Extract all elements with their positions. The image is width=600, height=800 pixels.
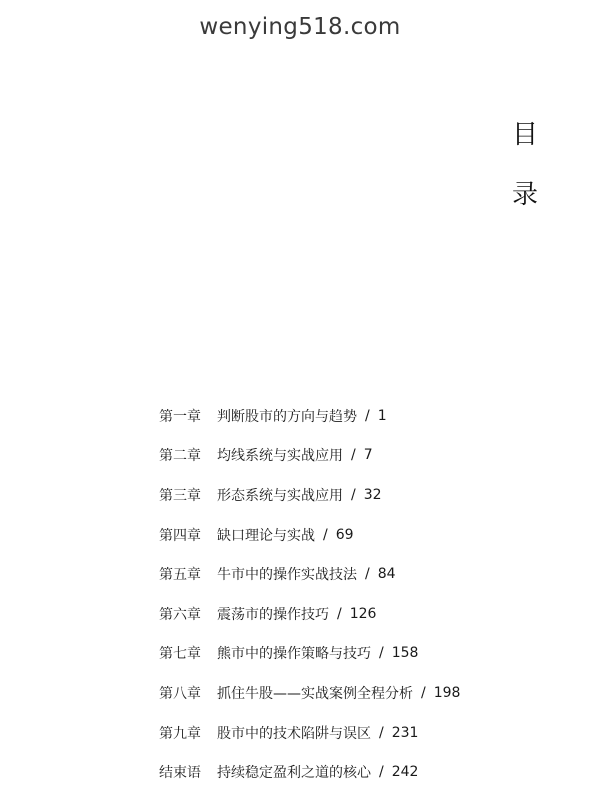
toc-chapter-label: 第二章 — [159, 448, 201, 465]
toc-separator: / — [365, 407, 370, 424]
toc-separator: / — [379, 724, 384, 741]
toc-page-number: 231 — [391, 724, 419, 741]
toc-page-number: 7 — [363, 447, 373, 464]
watermark-text: wenying518.com — [199, 14, 401, 40]
toc-chapter-title: 持续稳定盈利之道的核心 — [217, 765, 371, 782]
toc-list — [159, 396, 579, 792]
toc-separator: / — [379, 645, 384, 662]
toc-item-10[interactable] — [159, 752, 579, 792]
toc-page-number: 32 — [363, 486, 382, 503]
toc-chapter-label: 第七章 — [159, 646, 201, 663]
toc-separator: / — [337, 605, 342, 622]
toc-page-number: 1 — [377, 407, 387, 424]
toc-separator: / — [379, 764, 384, 781]
toc-separator: / — [351, 486, 356, 503]
toc-chapter-title: 形态系统与实战应用 — [217, 487, 343, 504]
toc-chapter-label: 结束语 — [159, 765, 201, 782]
toc-separator: / — [365, 566, 370, 583]
toc-chapter-title: 震荡市的操作技巧 — [217, 606, 329, 623]
toc-item-2[interactable] — [159, 436, 579, 476]
toc-page-number: 158 — [391, 645, 419, 662]
toc-chapter-title: 熊市中的操作策略与技巧 — [217, 646, 371, 663]
toc-page-number: 84 — [377, 566, 396, 583]
toc-separator: / — [351, 447, 356, 464]
toc-page-number: 126 — [349, 605, 377, 622]
toc-chapter-title: 股市中的技术陷阱与误区 — [217, 725, 371, 742]
toc-chapter-label: 第五章 — [159, 567, 201, 584]
toc-item-8[interactable] — [159, 673, 579, 713]
toc-page-number: 69 — [335, 526, 354, 543]
toc-separator: / — [323, 526, 328, 543]
toc-chapter-label: 第一章 — [159, 408, 201, 425]
toc-item-9[interactable] — [159, 713, 579, 753]
toc-separator: / — [421, 684, 426, 701]
toc-item-7[interactable] — [159, 634, 579, 674]
title-char-1: 目 — [511, 120, 538, 150]
toc-chapter-label: 第三章 — [159, 487, 201, 504]
toc-chapter-label: 第四章 — [159, 527, 201, 544]
toc-page-number: 198 — [433, 684, 461, 701]
toc-chapter-label: 第九章 — [159, 725, 201, 742]
toc-chapter-title: 缺口理论与实战 — [217, 527, 315, 544]
page-title — [510, 105, 540, 225]
toc-chapter-title: 均线系统与实战应用 — [217, 448, 343, 465]
toc-chapter-label: 第六章 — [159, 606, 201, 623]
toc-item-4[interactable] — [159, 515, 579, 555]
toc-chapter-title: 牛市中的操作实战技法 — [217, 567, 357, 584]
toc-chapter-title: 抓住牛股——实战案例全程分析 — [217, 685, 413, 702]
toc-page-number: 242 — [391, 764, 419, 781]
toc-item-3[interactable] — [159, 475, 579, 515]
toc-item-5[interactable] — [159, 554, 579, 594]
title-char-2: 录 — [511, 180, 538, 210]
toc-chapter-label: 第八章 — [159, 685, 201, 702]
toc-item-1[interactable] — [159, 396, 579, 436]
toc-chapter-title: 判断股市的方向与趋势 — [217, 408, 357, 425]
toc-item-6[interactable] — [159, 594, 579, 634]
